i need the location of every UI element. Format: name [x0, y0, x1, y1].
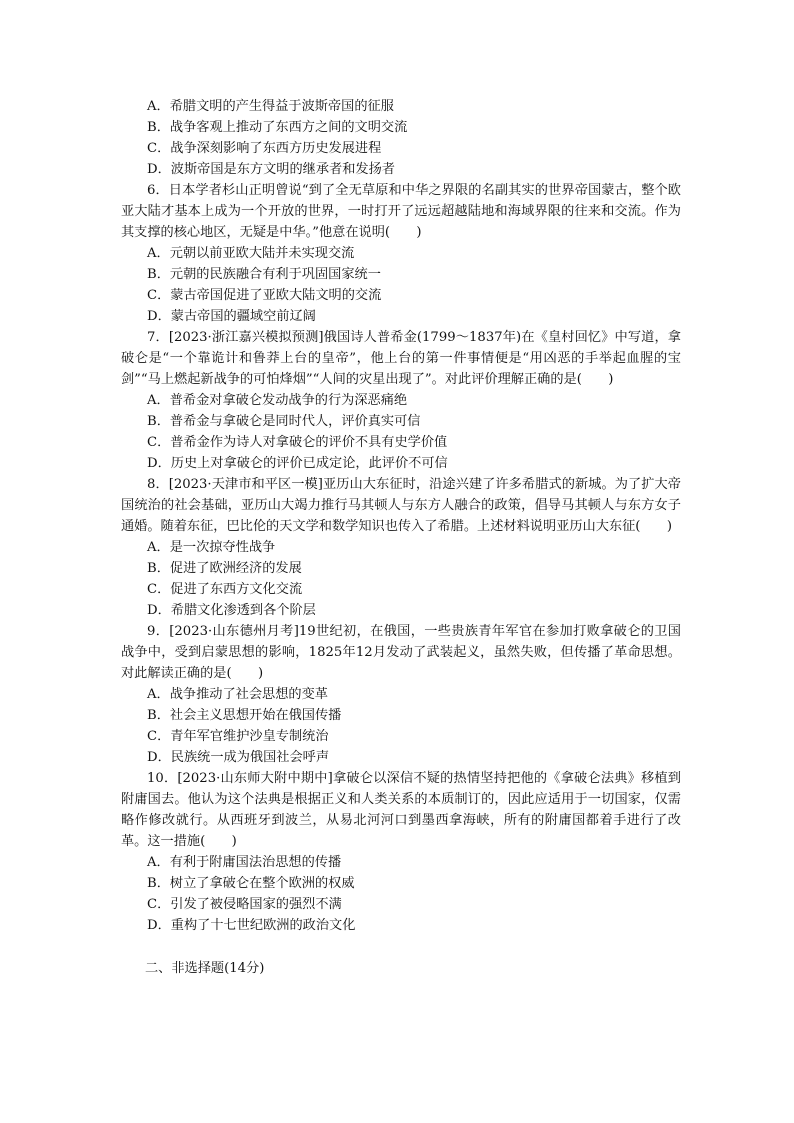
- q8-option-b: B．促进了欧洲经济的发展: [147, 561, 302, 576]
- q9-option-d: D．民族统一成为俄国社会呼声: [147, 750, 330, 765]
- question-6: [121, 180, 681, 327]
- q5-options: [121, 96, 681, 180]
- q9-option-a: A．战争推动了社会思想的变革: [147, 687, 328, 702]
- q10-option-d: D．重构了十七世纪欧洲的政治文化: [147, 918, 356, 933]
- q7-option-a: A．普希金对拿破仑发动战争的行为深恶痛绝: [147, 393, 408, 408]
- q9-stem: 9．[2023·山东德州月考]19世纪初，在俄国，一些贵族青年军官在参加打败拿破仑的卫国战争中，受到启蒙思想的影响，1825年12月发动了武装起义，虽然失败，但传播了革命思想。对此解读正确的是( ): [121, 624, 681, 681]
- q5-option-b: B．战争客观上推动了东西方之间的文明交流: [147, 120, 408, 135]
- q5-option-d: D．波斯帝国是东方文明的继承者和发扬者: [147, 162, 395, 177]
- q7-stem: 7．[2023·浙江嘉兴模拟预测]俄国诗人普希金(1799～1837年)在《皇村回忆》中写道，拿破仑是“一个靠诡计和鲁莽上台的皇帝”，他上台的第一件事情便是“用凶恶的手举起血腥的宝剑”“马上燃起新战争的可怕烽烟”“人间的灾星出现了”。对此评价理解正确的是( ): [121, 330, 681, 387]
- q8-stem: 8．[2023·天津市和平区一模]亚历山大东征时，沿途兴建了许多希腊式的新城。为了扩大帝国统治的社会基础，亚历山大竭力推行马其顿人与东方人融合的政策，倡导马其顿人与东方女子通婚。随着东征，巴比伦的天文学和数学知识也传入了希腊。上述材料说明亚历山大东征( ): [121, 477, 681, 534]
- q10-stem: 10．[2023·山东师大附中期中]拿破仑以深信不疑的热情坚持把他的《拿破仑法典》移植到附庸国去。他认为这个法典是根据正义和人类关系的本质制订的，因此应适用于一切国家，仅需略作修改就行。从西班牙到波兰，从易北河河口到墨西拿海峡，所有的附庸国都着手进行了改革。这一措施( ): [121, 771, 681, 849]
- q8-option-c: C．促进了东西方文化交流: [147, 582, 303, 597]
- question-10: [121, 768, 681, 936]
- q10-option-b: B．树立了拿破仑在整个欧洲的权威: [147, 876, 355, 891]
- q10-option-c: C．引发了被侵略国家的强烈不满: [147, 897, 342, 912]
- q6-option-a: A．元朝以前亚欧大陆并未实现交流: [147, 246, 355, 261]
- q6-option-d: D．蒙古帝国的疆域空前辽阔: [147, 309, 316, 324]
- q9-option-b: B．社会主义思想开始在俄国传播: [147, 708, 342, 723]
- q6-option-b: B．元朝的民族融合有利于巩固国家统一: [147, 267, 381, 282]
- q5-option-a: A．希腊文明的产生得益于波斯帝国的征服: [147, 99, 394, 114]
- q8-option-a: A．是一次掠夺性战争: [147, 540, 276, 555]
- q6-option-c: C．蒙古帝国促进了亚欧大陆文明的交流: [147, 288, 382, 303]
- q7-option-c: C．普希金作为诗人对拿破仑的评价不具有史学价值: [147, 435, 448, 450]
- question-content: [121, 96, 681, 979]
- q8-option-d: D．希腊文化渗透到各个阶层: [147, 603, 316, 618]
- q5-option-c: C．战争深刻影响了东西方历史发展进程: [147, 141, 382, 156]
- section-2-heading: 二、非选择题(14分): [145, 961, 265, 976]
- question-9: [121, 621, 681, 768]
- q6-stem: 6．日本学者杉山正明曾说“到了全无草原和中华之界限的名副其实的世界帝国蒙古，整个欧亚大陆才基本上成为一个开放的世界，一时打开了远远超越陆地和海域界限的往来和交流。作为其支撑的核心地区，无疑是中华。”他意在说明( ): [121, 183, 681, 240]
- q9-option-c: C．青年军官维护沙皇专制统治: [147, 729, 329, 744]
- question-7: [121, 327, 681, 474]
- q7-option-b: B．普希金与拿破仑是同时代人，评价真实可信: [147, 414, 421, 429]
- q10-option-a: A．有利于附庸国法治思想的传播: [147, 855, 342, 870]
- question-8: [121, 474, 681, 621]
- q7-option-d: D．历史上对拿破仑的评价已成定论，此评价不可信: [147, 456, 448, 471]
